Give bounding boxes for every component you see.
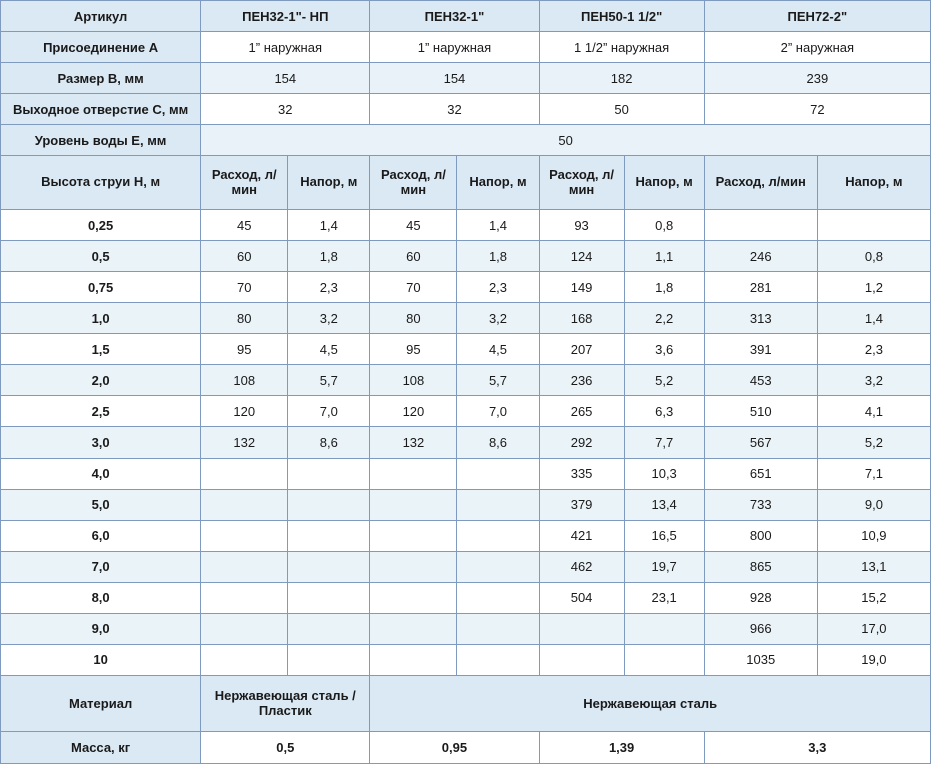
table-row-perf-header [1, 156, 931, 210]
model-header-3: ПЕН50-1 1/2" [539, 1, 704, 32]
table-row-article [1, 1, 931, 32]
table-row-connection [1, 32, 931, 63]
cell: 1,8 [624, 272, 704, 303]
cell [288, 551, 370, 582]
cell: 335 [539, 458, 624, 489]
cell: 95 [370, 334, 457, 365]
size-b-value-3: 182 [539, 63, 704, 94]
cell: 5,7 [457, 365, 539, 396]
cell [370, 613, 457, 644]
cell: 7,0 [288, 396, 370, 427]
cell: 108 [370, 365, 457, 396]
cell: 567 [704, 427, 817, 458]
cell: 6,3 [624, 396, 704, 427]
table-row [1, 644, 931, 675]
size-b-value-4: 239 [704, 63, 930, 94]
model-header-1: ПЕН32-1"- НП [201, 1, 370, 32]
cell: 10,3 [624, 458, 704, 489]
cell: 1,4 [288, 210, 370, 241]
cell: 7,0 [457, 396, 539, 427]
cell: 120 [370, 396, 457, 427]
cell: 966 [704, 613, 817, 644]
cell: 124 [539, 241, 624, 272]
cell [201, 551, 288, 582]
cell: 1,8 [288, 241, 370, 272]
cell: 421 [539, 520, 624, 551]
table-row [1, 365, 931, 396]
table-row [1, 582, 931, 613]
outlet-c-value-3: 50 [539, 94, 704, 125]
cell [457, 458, 539, 489]
cell [457, 644, 539, 675]
cell [288, 582, 370, 613]
cell: 60 [201, 241, 288, 272]
cell: 0,8 [624, 210, 704, 241]
cell: 7,1 [817, 458, 930, 489]
cell: 17,0 [817, 613, 930, 644]
cell: 733 [704, 489, 817, 520]
jet-height: 1,5 [1, 334, 201, 365]
outlet-c-value-4: 72 [704, 94, 930, 125]
perf-col-header-6: Напор, м [624, 156, 704, 210]
outlet-c-value-1: 32 [201, 94, 370, 125]
cell: 70 [370, 272, 457, 303]
row-label-outlet-c: Выходное отверстие C, мм [1, 94, 201, 125]
cell [201, 582, 288, 613]
cell [201, 458, 288, 489]
table-row [1, 520, 931, 551]
cell: 80 [370, 303, 457, 334]
cell: 168 [539, 303, 624, 334]
cell: 120 [201, 396, 288, 427]
jet-height: 0,75 [1, 272, 201, 303]
mass-value-2: 0,95 [370, 731, 539, 763]
table-row [1, 396, 931, 427]
cell: 45 [370, 210, 457, 241]
cell: 5,2 [817, 427, 930, 458]
cell: 292 [539, 427, 624, 458]
model-header-4: ПЕН72-2" [704, 1, 930, 32]
table-row [1, 210, 931, 241]
cell: 8,6 [457, 427, 539, 458]
connection-value-3: 1 1/2” наружная [539, 32, 704, 63]
table-row [1, 458, 931, 489]
connection-value-2: 1” наружная [370, 32, 539, 63]
row-label-connection: Присоединение A [1, 32, 201, 63]
cell: 149 [539, 272, 624, 303]
size-b-value-2: 154 [370, 63, 539, 94]
cell: 0,8 [817, 241, 930, 272]
table-row [1, 272, 931, 303]
perf-col-header-7: Расход, л/мин [704, 156, 817, 210]
cell [288, 520, 370, 551]
cell: 651 [704, 458, 817, 489]
cell: 462 [539, 551, 624, 582]
mass-value-3: 1,39 [539, 731, 704, 763]
jet-height: 7,0 [1, 551, 201, 582]
connection-value-4: 2” наружная [704, 32, 930, 63]
table-row-outlet-c [1, 94, 931, 125]
cell: 13,4 [624, 489, 704, 520]
cell: 504 [539, 582, 624, 613]
cell: 2,3 [817, 334, 930, 365]
water-level-e-value: 50 [201, 125, 931, 156]
cell [370, 582, 457, 613]
perf-col-header-8: Напор, м [817, 156, 930, 210]
table-row-water-level-e [1, 125, 931, 156]
cell: 391 [704, 334, 817, 365]
cell: 4,1 [817, 396, 930, 427]
cell: 281 [704, 272, 817, 303]
cell: 10,9 [817, 520, 930, 551]
cell [201, 489, 288, 520]
cell [457, 520, 539, 551]
cell: 70 [201, 272, 288, 303]
cell: 865 [704, 551, 817, 582]
cell: 3,2 [457, 303, 539, 334]
cell: 95 [201, 334, 288, 365]
cell: 1,4 [817, 303, 930, 334]
cell: 1,4 [457, 210, 539, 241]
table-row [1, 489, 931, 520]
cell [624, 644, 704, 675]
cell: 3,2 [288, 303, 370, 334]
cell [288, 458, 370, 489]
size-b-value-1: 154 [201, 63, 370, 94]
cell: 2,2 [624, 303, 704, 334]
cell: 4,5 [457, 334, 539, 365]
cell [457, 551, 539, 582]
cell: 60 [370, 241, 457, 272]
jet-height: 0,25 [1, 210, 201, 241]
cell: 1035 [704, 644, 817, 675]
cell: 45 [201, 210, 288, 241]
row-label-mass: Масса, кг [1, 731, 201, 763]
table-row [1, 427, 931, 458]
cell: 23,1 [624, 582, 704, 613]
cell: 7,7 [624, 427, 704, 458]
jet-height: 1,0 [1, 303, 201, 334]
perf-col-header-3: Расход, л/мин [370, 156, 457, 210]
perf-col-header-2: Напор, м [288, 156, 370, 210]
cell [288, 613, 370, 644]
outlet-c-value-2: 32 [370, 94, 539, 125]
cell [817, 210, 930, 241]
perf-col-header-1: Расход, л/мин [201, 156, 288, 210]
cell: 1,1 [624, 241, 704, 272]
cell: 5,2 [624, 365, 704, 396]
cell: 93 [539, 210, 624, 241]
jet-height: 2,5 [1, 396, 201, 427]
table-row-mass [1, 731, 931, 763]
cell [457, 489, 539, 520]
cell [457, 582, 539, 613]
row-label-water-level-e: Уровень воды E, мм [1, 125, 201, 156]
cell: 132 [370, 427, 457, 458]
connection-value-1: 1” наружная [201, 32, 370, 63]
cell [288, 644, 370, 675]
row-label-jet-height: Высота струи H, м [1, 156, 201, 210]
cell: 3,6 [624, 334, 704, 365]
jet-height: 4,0 [1, 458, 201, 489]
cell: 13,1 [817, 551, 930, 582]
jet-height: 3,0 [1, 427, 201, 458]
cell: 15,2 [817, 582, 930, 613]
table-row [1, 551, 931, 582]
table-row [1, 613, 931, 644]
table-row [1, 303, 931, 334]
cell: 19,0 [817, 644, 930, 675]
perf-col-header-4: Напор, м [457, 156, 539, 210]
model-header-2: ПЕН32-1" [370, 1, 539, 32]
cell: 2,3 [288, 272, 370, 303]
row-label-article: Артикул [1, 1, 201, 32]
cell: 313 [704, 303, 817, 334]
mass-value-4: 3,3 [704, 731, 930, 763]
cell [201, 613, 288, 644]
cell [370, 644, 457, 675]
cell: 510 [704, 396, 817, 427]
cell: 236 [539, 365, 624, 396]
cell: 4,5 [288, 334, 370, 365]
table-row [1, 241, 931, 272]
cell [539, 613, 624, 644]
cell: 800 [704, 520, 817, 551]
cell: 9,0 [817, 489, 930, 520]
cell: 379 [539, 489, 624, 520]
cell: 16,5 [624, 520, 704, 551]
cell [457, 613, 539, 644]
cell: 19,7 [624, 551, 704, 582]
jet-height: 2,0 [1, 365, 201, 396]
cell [370, 551, 457, 582]
cell: 5,7 [288, 365, 370, 396]
cell: 80 [201, 303, 288, 334]
row-label-material: Материал [1, 675, 201, 731]
cell [370, 520, 457, 551]
material-value-1: Нержавеющая сталь / Пластик [201, 675, 370, 731]
cell: 1,8 [457, 241, 539, 272]
cell: 265 [539, 396, 624, 427]
cell [201, 520, 288, 551]
cell [201, 644, 288, 675]
cell: 453 [704, 365, 817, 396]
cell: 207 [539, 334, 624, 365]
jet-height: 0,5 [1, 241, 201, 272]
cell: 1,2 [817, 272, 930, 303]
cell: 132 [201, 427, 288, 458]
cell [370, 489, 457, 520]
jet-height: 9,0 [1, 613, 201, 644]
jet-height: 8,0 [1, 582, 201, 613]
cell: 246 [704, 241, 817, 272]
cell [288, 489, 370, 520]
mass-value-1: 0,5 [201, 731, 370, 763]
cell [624, 613, 704, 644]
perf-col-header-5: Расход, л/мин [539, 156, 624, 210]
jet-height: 10 [1, 644, 201, 675]
table-row-material [1, 675, 931, 731]
material-value-rest: Нержавеющая сталь [370, 675, 931, 731]
cell: 2,3 [457, 272, 539, 303]
cell [539, 644, 624, 675]
cell [704, 210, 817, 241]
cell: 108 [201, 365, 288, 396]
row-label-size-b: Размер B, мм [1, 63, 201, 94]
jet-height: 5,0 [1, 489, 201, 520]
cell: 8,6 [288, 427, 370, 458]
table-row [1, 334, 931, 365]
cell: 928 [704, 582, 817, 613]
jet-height: 6,0 [1, 520, 201, 551]
cell [370, 458, 457, 489]
table-row-size-b [1, 63, 931, 94]
cell: 3,2 [817, 365, 930, 396]
